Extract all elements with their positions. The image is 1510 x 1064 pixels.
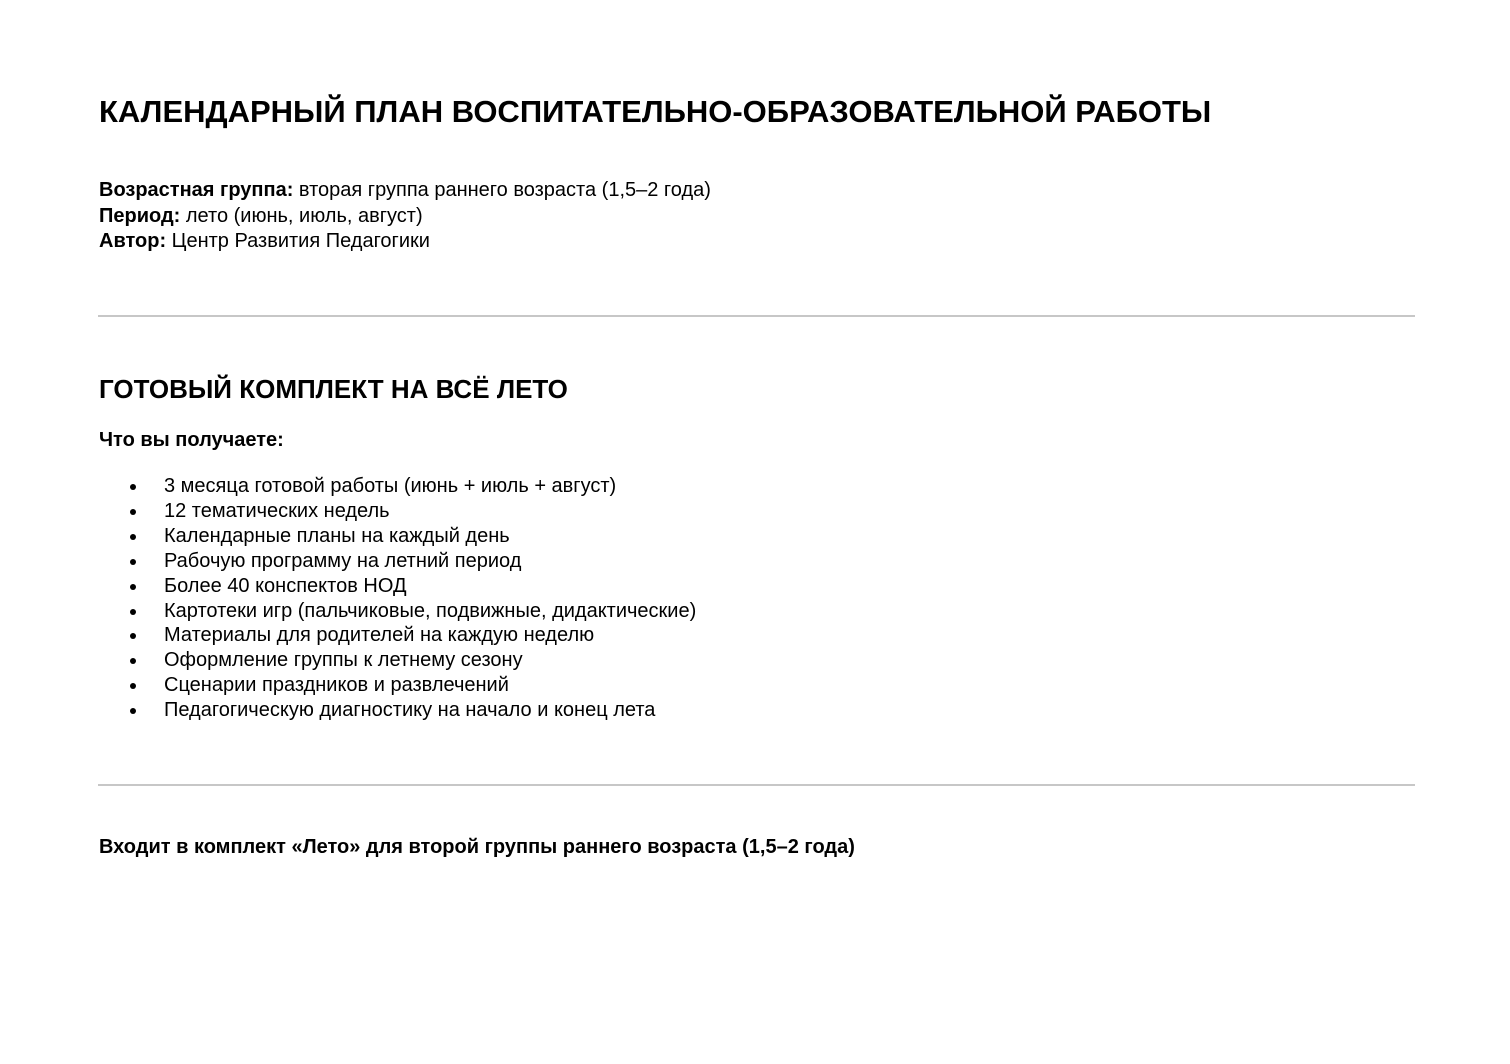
bullet-icon: [130, 534, 136, 540]
list-item-text: Сценарии праздников и развлечений: [164, 674, 509, 697]
list-item: [99, 698, 696, 723]
meta-age-group-label: Возрастная группа:: [99, 179, 294, 201]
bullet-icon: [130, 633, 136, 639]
list-item: [99, 474, 696, 499]
bullet-icon: [130, 658, 136, 664]
list-item-text: 12 тематических недель: [164, 499, 390, 522]
bullet-icon: [130, 609, 136, 615]
list-item: [99, 574, 696, 599]
bullet-icon: [130, 708, 136, 714]
list-item-text: Оформление группы к летнему сезону: [164, 649, 523, 672]
horizontal-divider: [98, 784, 1415, 786]
meta-author: [99, 229, 711, 255]
list-item: [99, 499, 696, 524]
section-subheading: Что вы получаете:: [99, 429, 284, 451]
document-meta: [99, 178, 711, 255]
meta-author-value: Центр Развития Педагогики: [166, 230, 430, 252]
footer-note: Входит в комплект «Лето» для второй группы раннего возраста (1,5–2 года): [99, 836, 855, 858]
meta-author-label: Автор:: [99, 230, 167, 252]
bullet-icon: [130, 509, 136, 515]
list-item-text: Материалы для родителей на каждую неделю: [164, 624, 595, 647]
list-item-text: Картотеки игр (пальчиковые, подвижные, дидактические): [164, 599, 697, 622]
meta-period-label: Период:: [99, 204, 181, 227]
bullet-icon: [130, 683, 136, 689]
meta-period: [99, 204, 711, 230]
meta-age-group: [99, 178, 711, 204]
horizontal-divider: [98, 315, 1415, 317]
bullet-icon: [130, 559, 136, 565]
list-item-text: Более 40 конспектов НОД: [164, 574, 407, 597]
list-item: [99, 648, 696, 673]
list-item: [99, 623, 696, 648]
list-item: [99, 524, 696, 549]
meta-age-group-value: вторая группа раннего возраста (1,5–2 года): [293, 179, 711, 201]
bullet-icon: [130, 484, 136, 490]
list-item: [99, 599, 696, 624]
meta-period-value: лето (июнь, июль, август): [180, 204, 423, 227]
list-item-text: Календарные планы на каждый день: [164, 524, 510, 547]
list-item: [99, 673, 696, 698]
list-item-text: Педагогическую диагностику на начало и конец лета: [164, 699, 656, 722]
list-item-text: 3 месяца готовой работы (июнь + июль + август): [164, 475, 617, 497]
section-heading: ГОТОВЫЙ КОМПЛЕКТ НА ВСЁ ЛЕТО: [99, 374, 568, 404]
list-item-text: Рабочую программу на летний период: [164, 549, 522, 572]
feature-list: [99, 474, 696, 723]
bullet-icon: [130, 584, 136, 590]
list-item: [99, 549, 696, 574]
page-title: КАЛЕНДАРНЫЙ ПЛАН ВОСПИТАТЕЛЬНО-ОБРАЗОВАТЕЛЬНОЙ РАБОТЫ: [99, 94, 1212, 129]
